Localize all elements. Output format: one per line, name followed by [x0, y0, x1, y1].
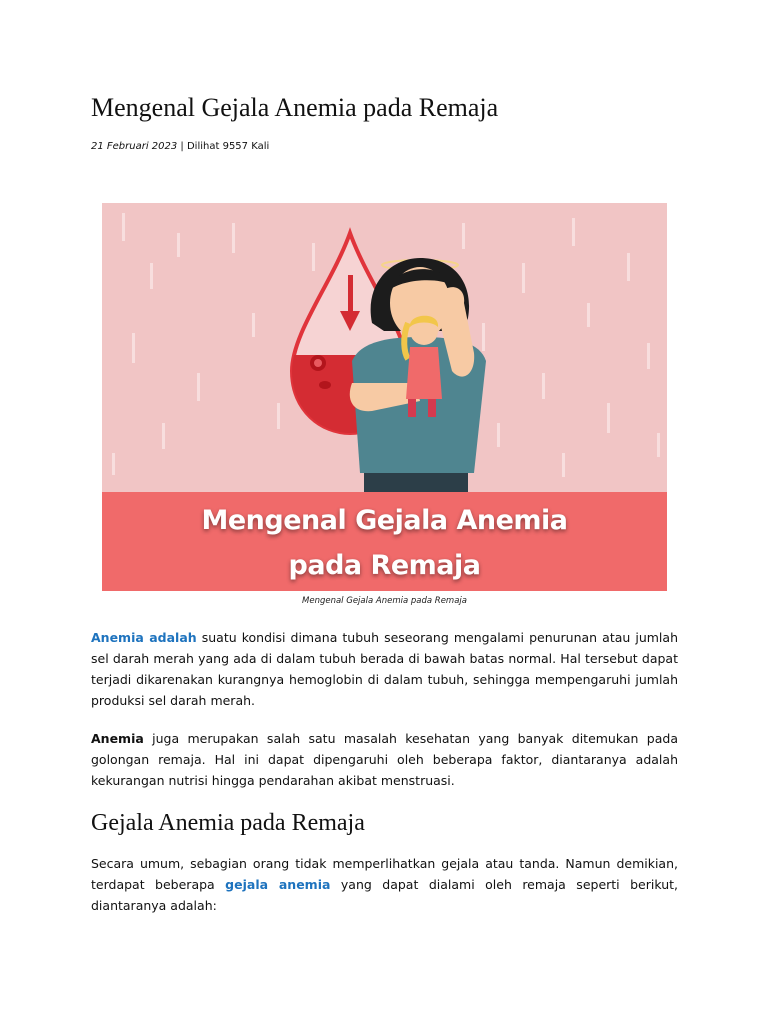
second-paragraph — [91, 728, 678, 791]
article-title: Mengenal Gejala Anemia pada Remaja — [91, 93, 499, 122]
section-heading: Gejala Anemia pada Remaja — [91, 810, 365, 836]
symptoms-intro-text-after: yang dapat dialami oleh remaja seperti berikut, diantaranya adalah: — [91, 877, 678, 913]
symptoms-intro-text-before: Secara umum, sebagian orang tidak memperlihatkan gejala atau tanda. Namun demikian, terdapat beberapa — [91, 856, 678, 892]
view-count: Dilihat 9557 Kali — [186, 141, 270, 152]
hero-image — [102, 203, 667, 591]
anemia-symptoms-link[interactable]: gejala anemia — [225, 877, 331, 892]
publish-date: 21 Februari 2023 — [91, 141, 178, 152]
hero-banner-title-line1: Mengenal Gejala Anemia — [201, 505, 568, 536]
symptoms-intro-paragraph — [91, 853, 678, 916]
article-meta — [91, 139, 269, 155]
anemia-bold-term: Anemia — [91, 731, 144, 746]
intro-paragraph-text: suatu kondisi dimana tubuh seseorang mengalami penurunan atau jumlah sel darah merah yang ada di dalam tubuh berada di bawah batas normal. Hal tersebut dapat terjadi dikarenakan kurangnya hemoglobin di dalam tubuh, sehingga mempengaruhi jumlah produksi sel darah merah. — [91, 630, 678, 708]
hero-banner-title-line2: pada Remaja — [288, 550, 481, 581]
meta-separator: | — [177, 141, 187, 152]
intro-paragraph — [91, 627, 678, 711]
image-caption: Mengenal Gejala Anemia pada Remaja — [302, 596, 467, 606]
anemia-definition-link[interactable]: Anemia adalah — [91, 630, 197, 645]
second-paragraph-text: juga merupakan salah satu masalah kesehatan yang banyak ditemukan pada golongan remaja. Hal ini dapat dipengaruhi oleh beberapa faktor, diantaranya adalah kekurangan nutrisi hingga pendarahan akibat menstruasi. — [91, 731, 678, 788]
